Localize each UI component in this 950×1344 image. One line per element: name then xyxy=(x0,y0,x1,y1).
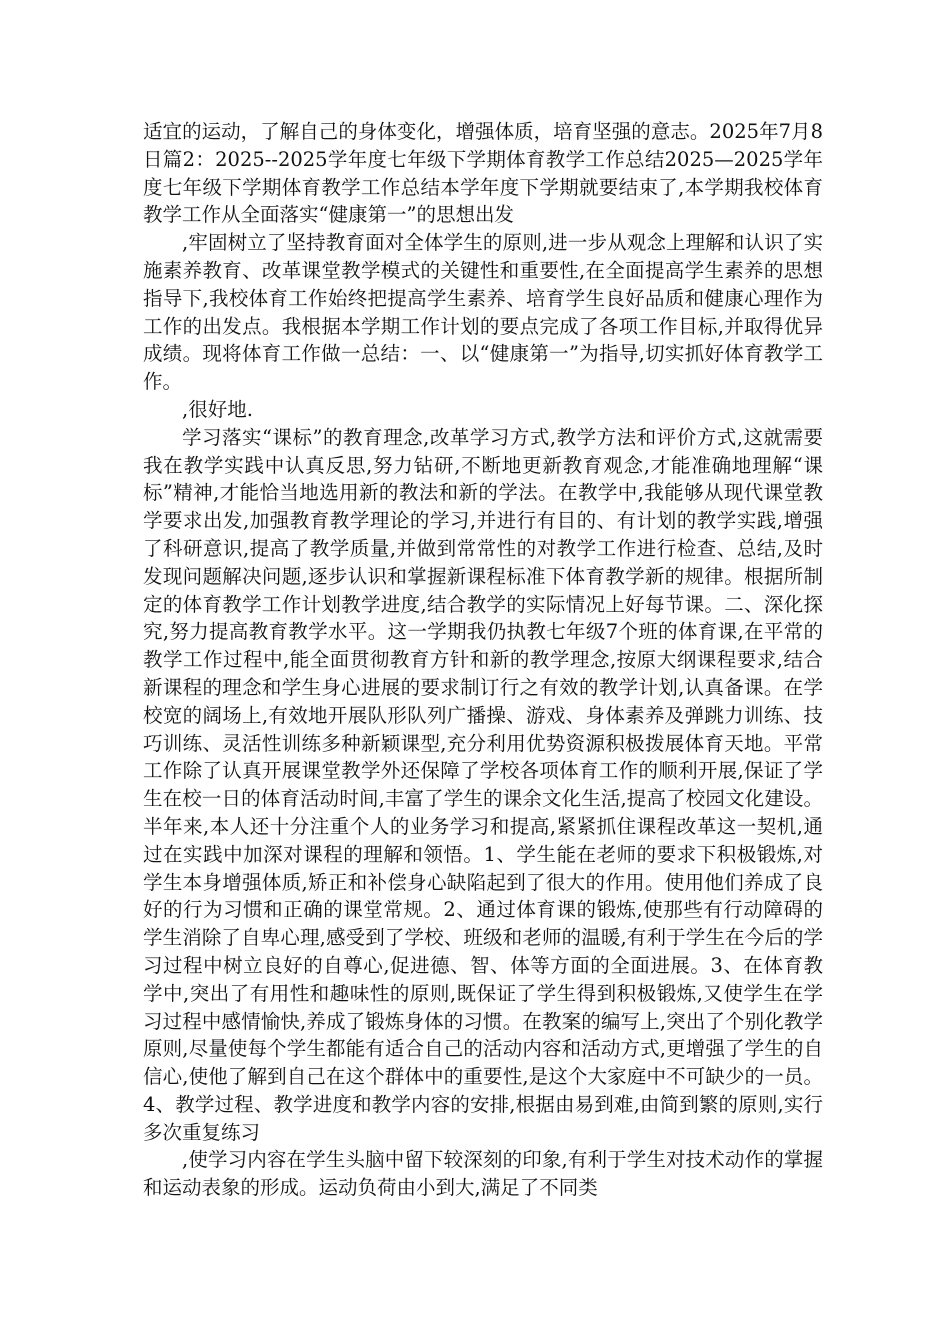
paragraph-4: 学习落实“课标”的教育理念,改革学习方式,教学方法和评价方式,这就需要我在教学实践中认真反思,努力钻研,不断地更新教育观念,才能准确地理解“课标”精神,才能恰当地选用新的教法和新的学法。在教学中,我能够从现代课堂教学要求出发,加强教育教学理论的学习,并进行有目的、有计划的教学实践,增强了科研意识,提高了教学质量,并做到常常性的对教学工作进行检查、总结,及时发现问题解决问题,逐步认识和掌握新课程标准下体育教学新的规律。根据所制定的体育教学工作计划教学进度,结合教学的实际情况上好每节课。二、深化探究,努力提高教育教学水平。这一学期我仍执教七年级7个班的体育课,在平常的教学工作过程中,能全面贯彻教育方针和新的教学理念,按原大纲课程要求,结合新课程的理念和学生身心进展的要求制订行之有效的教学计划,认真备课。在学校宽的阔场上,有效地开展队形队列广播操、游戏、身体素养及弹跳力训练、技巧训练、灵活性训练多种新颖课型,充分利用优势资源积极拨展体育天地。平常工作除了认真开展课堂教学外还保障了学校各项体育工作的顺利开展,保证了学生在校一日的体育活动时间,丰富了学生的课余文化生活,提高了校园文化建设。半年来,本人还十分注重个人的业务学习和提高,紧紧抓住课程改革这一契机,通过在实践中加深对课程的理解和领悟。1、学生能在老师的要求下积极锻炼,对学生本身增强体质,矫正和补偿身心缺陷起到了很大的作用。使用他们养成了良好的行为习惯和正确的课堂常规。2、通过体育课的锻炼,使那些有行动障碍的学生消除了自卑心理,感受到了学校、班级和老师的温暖,有利于学生在今后的学习过程中树立良好的自尊心,促进德、智、体等方面的全面进展。3、在体育教学中,突出了有用性和趣味性的原则,既保证了学生得到积极锻炼,又使学生在学习过程中感情愉快,养成了锻炼身体的习惯。在教案的编写上,突出了个别化教学原则,尽量使每个学生都能有适合自己的活动内容和活动方式,更增强了学生的自信心,使他了解到自己在这个群体中的重要性,是这个大家庭中不可缺少的一员。4、教学过程、教学进度和教学内容的安排,根据由易到难,由简到繁的原则,实行多次重复练习 xyxy=(143,425,823,1144)
document-body xyxy=(143,118,823,1202)
paragraph-2: ,牢固树立了坚持教育面对全体学生的原则,进一步从观念上理解和认识了实施素养教育、改革课堂教学模式的关键性和重要性,在全面提高学生素养的思想指导下,我校体育工作始终把提高学生素养、培育学生良好品质和健康心理作为工作的出发点。我根据本学期工作计划的要点完成了各项工作目标,并取得优异成绩。现将体育工作做一总结：一、以“健康第一”为指导,切实抓好体育教学工作。 xyxy=(143,231,823,394)
paragraph-1: 适宜的运动，了解自己的身体变化，增强体质，培育坚强的意志。2025年7月8日篇2：2025--2025学年度七年级下学期体育教学工作总结2025—2025学年度七年级下学期体育教学工作总结本学年度下学期就要结束了,本学期我校体育教学工作从全面落实“健康第一”的思想出发 xyxy=(143,120,823,227)
paragraph-5: ,使学习内容在学生头脑中留下较深刻的印象,有利于学生对技术动作的掌握和运动表象的形成。运动负荷由小到大,满足了不同类 xyxy=(143,1148,823,1200)
paragraph-3: ,很好地. xyxy=(182,397,253,421)
